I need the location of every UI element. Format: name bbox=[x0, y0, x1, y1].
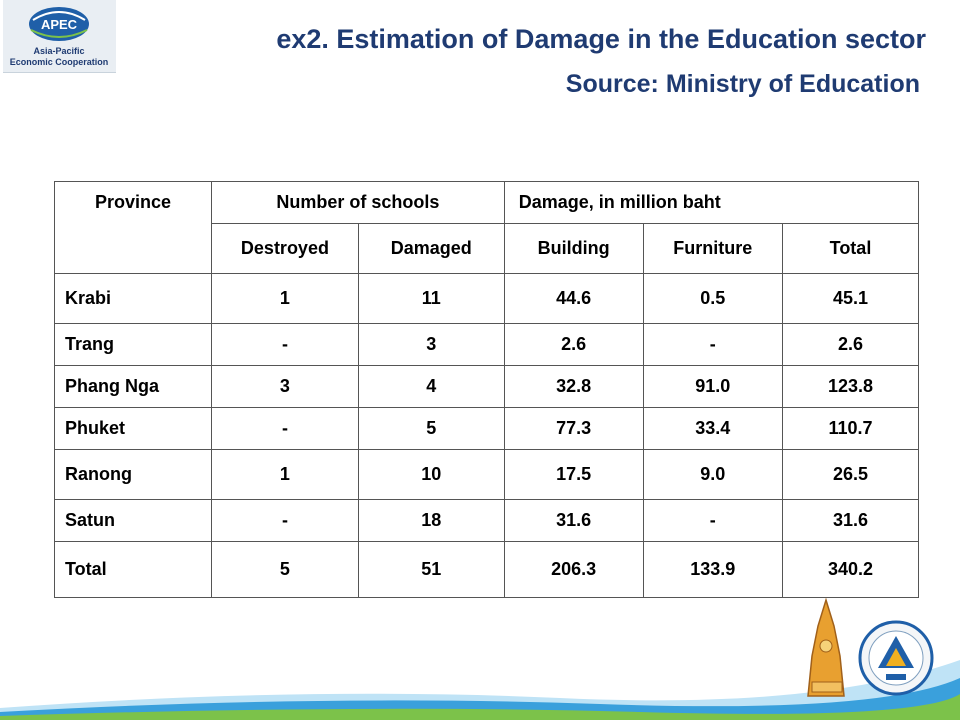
cell-building: 206.3 bbox=[504, 542, 643, 598]
cell-total: 26.5 bbox=[782, 450, 918, 500]
cell-damaged: 11 bbox=[358, 274, 504, 324]
cell-building: 17.5 bbox=[504, 450, 643, 500]
cell-destroyed: 1 bbox=[212, 450, 359, 500]
cell-destroyed: - bbox=[212, 408, 359, 450]
table-row bbox=[55, 500, 919, 542]
cell-destroyed: 3 bbox=[212, 366, 359, 408]
cell-province: Phang Nga bbox=[55, 366, 212, 408]
cell-furniture: 9.0 bbox=[643, 450, 782, 500]
subheader-furniture: Furniture bbox=[643, 224, 782, 274]
apec-mark: APEC bbox=[40, 17, 78, 32]
cell-total: 31.6 bbox=[782, 500, 918, 542]
subheader-building: Building bbox=[504, 224, 643, 274]
cell-damaged: 10 bbox=[358, 450, 504, 500]
cell-building: 31.6 bbox=[504, 500, 643, 542]
cell-furniture: 33.4 bbox=[643, 408, 782, 450]
table-header-row bbox=[55, 182, 919, 224]
cell-building: 44.6 bbox=[504, 274, 643, 324]
subheader-destroyed: Destroyed bbox=[212, 224, 359, 274]
subheader-damaged: Damaged bbox=[358, 224, 504, 274]
apec-globe-icon bbox=[3, 0, 116, 72]
circular-seal-icon bbox=[860, 622, 932, 694]
cell-furniture: 91.0 bbox=[643, 366, 782, 408]
cell-damaged: 4 bbox=[358, 366, 504, 408]
emblems bbox=[788, 596, 938, 706]
cell-furniture: 0.5 bbox=[643, 274, 782, 324]
apec-line2: Economic Cooperation bbox=[9, 57, 109, 67]
header-province: Province bbox=[55, 182, 212, 274]
cell-destroyed: - bbox=[212, 324, 359, 366]
apec-logo bbox=[3, 0, 116, 73]
cell-damaged: 51 bbox=[358, 542, 504, 598]
cell-total: 340.2 bbox=[782, 542, 918, 598]
cell-total: 123.8 bbox=[782, 366, 918, 408]
cell-furniture: - bbox=[643, 324, 782, 366]
cell-building: 2.6 bbox=[504, 324, 643, 366]
page-subtitle: Source: Ministry of Education bbox=[565, 70, 920, 98]
table-row bbox=[55, 366, 919, 408]
subheader-total: Total bbox=[782, 224, 918, 274]
cell-province: Phuket bbox=[55, 408, 212, 450]
cell-destroyed: 1 bbox=[212, 274, 359, 324]
table-row bbox=[55, 274, 919, 324]
page-title: ex2. Estimation of Damage in the Education sector bbox=[276, 24, 926, 54]
cell-damaged: 5 bbox=[358, 408, 504, 450]
table-row bbox=[55, 450, 919, 500]
cell-damaged: 18 bbox=[358, 500, 504, 542]
apec-line1: Asia-Pacific bbox=[33, 46, 85, 56]
cell-building: 77.3 bbox=[504, 408, 643, 450]
cell-total: 110.7 bbox=[782, 408, 918, 450]
header-damage: Damage, in million baht bbox=[504, 182, 918, 224]
cell-total: 45.1 bbox=[782, 274, 918, 324]
table-row bbox=[55, 324, 919, 366]
cell-building: 32.8 bbox=[504, 366, 643, 408]
cell-total: 2.6 bbox=[782, 324, 918, 366]
cell-destroyed: 5 bbox=[212, 542, 359, 598]
table-row bbox=[55, 408, 919, 450]
cell-province: Total bbox=[55, 542, 212, 598]
header-schools: Number of schools bbox=[212, 182, 505, 224]
cell-furniture: - bbox=[643, 500, 782, 542]
cell-province: Satun bbox=[55, 500, 212, 542]
cell-province: Krabi bbox=[55, 274, 212, 324]
cell-damaged: 3 bbox=[358, 324, 504, 366]
cell-province: Trang bbox=[55, 324, 212, 366]
cell-furniture: 133.9 bbox=[643, 542, 782, 598]
cell-destroyed: - bbox=[212, 500, 359, 542]
temple-emblem-icon bbox=[808, 600, 844, 696]
cell-province: Ranong bbox=[55, 450, 212, 500]
damage-table bbox=[54, 181, 919, 598]
